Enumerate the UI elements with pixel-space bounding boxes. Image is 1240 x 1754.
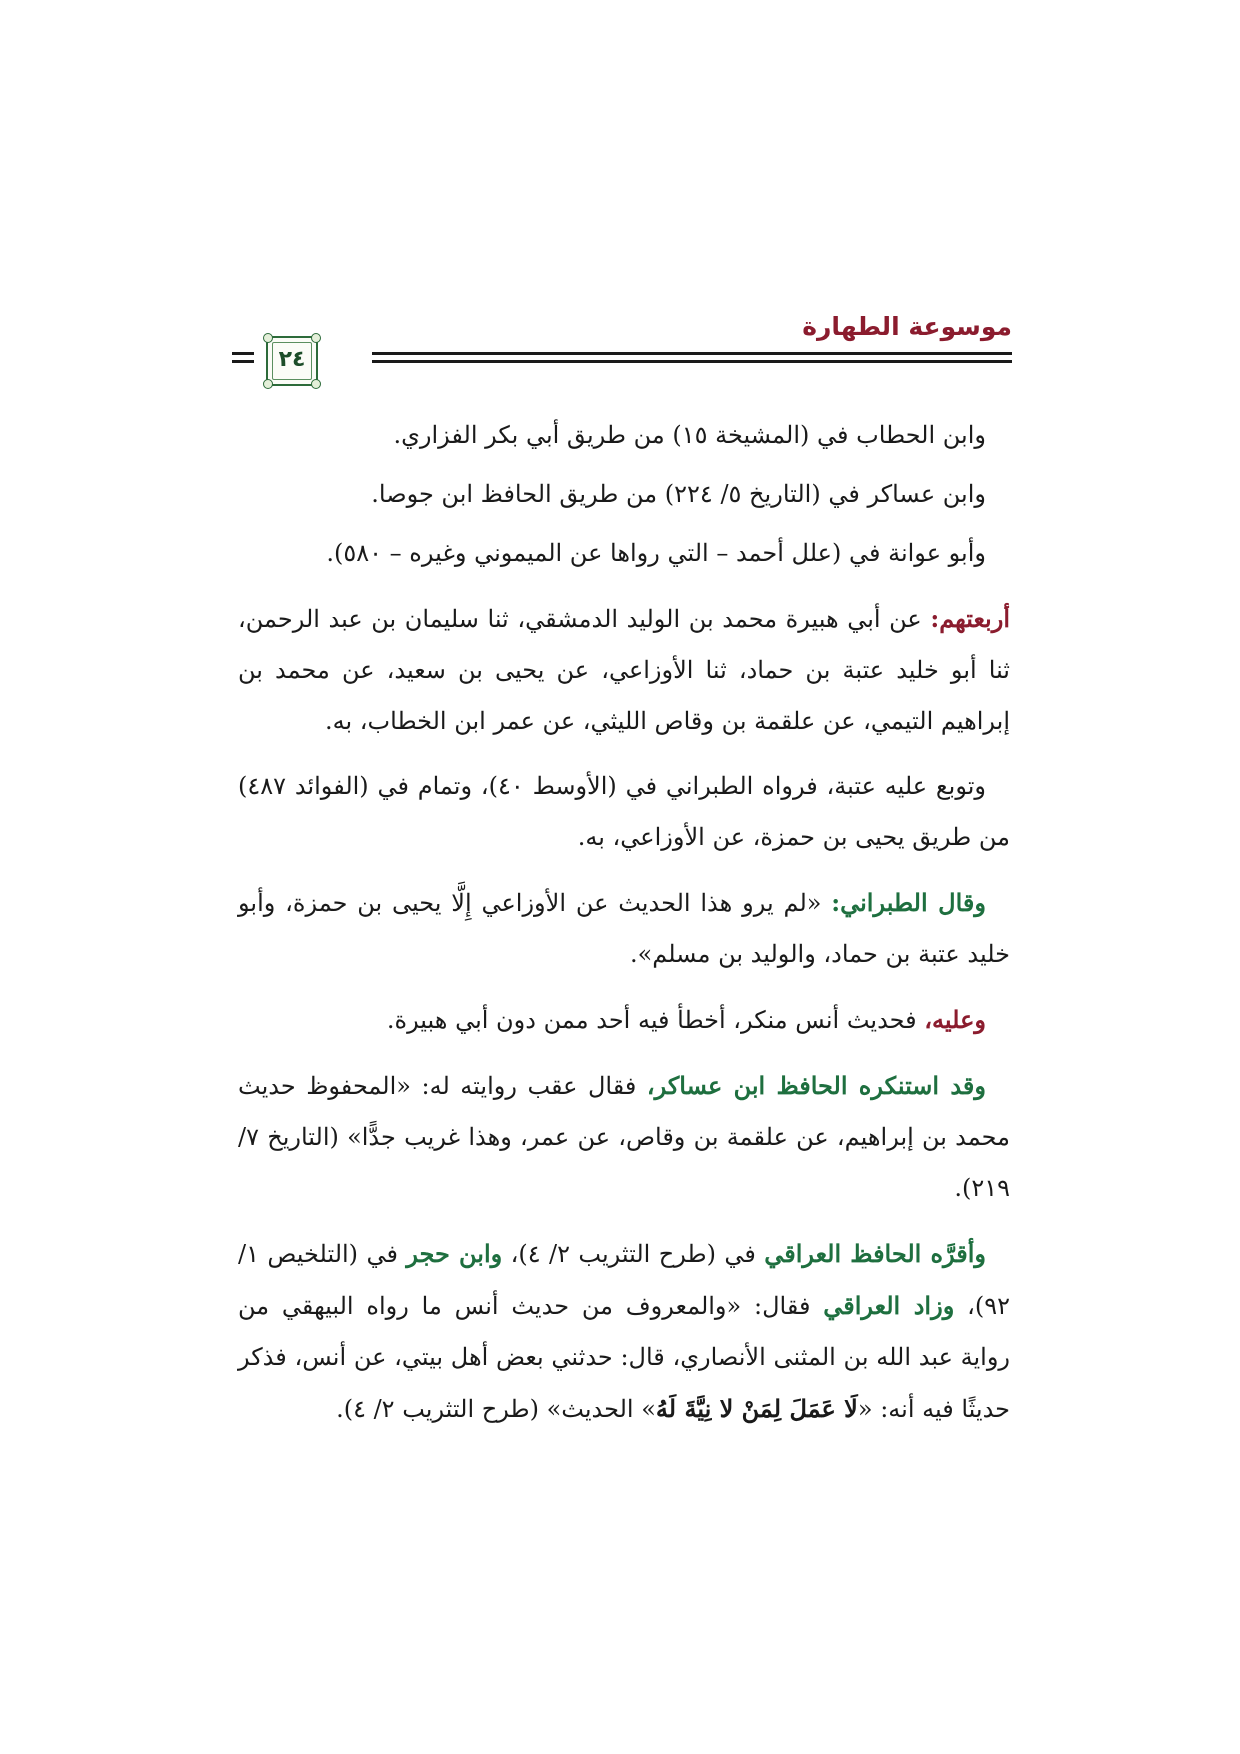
header-rule-bottom bbox=[372, 360, 1012, 363]
paragraph-arbaatuhum bbox=[238, 593, 1010, 747]
paragraph-text: فقال: «والمعروف من حديث أنس ما رواه البيهقي من رواية عبد الله بن المثنى الأنصاري، قال: حدثني بعض أهل بيتي، عن أنس، فذكر حديثًا فيه أنه: « bbox=[238, 1292, 1011, 1423]
paragraph-text: فحديث أنس منكر، أخطأ فيه أحد ممن دون أبي هبيرة. bbox=[386, 1006, 925, 1034]
page-number: ٢٤ bbox=[278, 347, 306, 372]
paragraph-text: في (التلخيص ١/ ٩٢)، bbox=[238, 1240, 1010, 1320]
paragraph-text: وابن الحطاب في (المشيخة ١٥) من طريق أبي بكر الفزاري. bbox=[393, 421, 986, 449]
corner-ornament-icon bbox=[311, 379, 321, 389]
header-rule-top bbox=[372, 352, 1012, 355]
paragraph-istankarahu bbox=[238, 1060, 1010, 1214]
header-rule-left-top bbox=[232, 352, 254, 355]
page-number-frame bbox=[266, 336, 318, 386]
paragraph-tabarani bbox=[238, 877, 1010, 980]
paragraph-text: وتوبع عليه عتبة، فرواه الطبراني في (الأوسط ٤٠)، وتمام في (الفوائد ٤٨٧) من طريق يحيى بن حمزة، عن الأوزاعي، به. bbox=[238, 772, 1010, 851]
page-header bbox=[232, 312, 1012, 392]
paragraph-lead: وعليه، bbox=[924, 1005, 986, 1034]
paragraph-text: «لم يرو هذا الحديث عن الأوزاعي إِلَّا يحيى بن حمزة، وأبو خليد عتبة بن حماد، والوليد بن مسلم». bbox=[238, 889, 1010, 968]
paragraph-tubia bbox=[238, 761, 1010, 863]
paragraph-lead-zada-aliraqi: وزاد العراقي bbox=[823, 1291, 955, 1320]
paragraph-lead: وأقرَّه الحافظ العراقي bbox=[764, 1239, 986, 1268]
paragraph-lead: وقد استنكره الحافظ ابن عساكر، bbox=[646, 1071, 986, 1100]
paragraph-abu-awana bbox=[238, 528, 1010, 579]
paragraph-text: وأبو عوانة في (علل أحمد – التي رواها عن الميموني وغيره – ٥٨٠). bbox=[326, 539, 986, 567]
paragraph-ibn-alhattab bbox=[238, 410, 1010, 461]
paragraph-lead: أربعتهم: bbox=[930, 604, 1010, 633]
paragraph-ibn-asakir bbox=[238, 469, 1010, 520]
paragraph-lead: وقال الطبراني: bbox=[831, 888, 986, 917]
paragraph-aqarrahu bbox=[238, 1228, 1010, 1435]
hadith-quote: لَا عَمَلَ لِمَنْ لا نِيَّةَ لَهُ bbox=[655, 1394, 858, 1423]
page-body bbox=[238, 410, 1010, 1449]
paragraph-text: في (طرح التثريب ٢/ ٤)، bbox=[502, 1240, 765, 1268]
paragraph-text: » الحديث» (طرح التثريب ٢/ ٤). bbox=[336, 1395, 656, 1423]
corner-ornament-icon bbox=[263, 333, 273, 343]
paragraph-lead-ibn-hajar: وابن حجر bbox=[406, 1239, 503, 1268]
paragraph-alaihi bbox=[238, 994, 1010, 1046]
corner-ornament-icon bbox=[263, 379, 273, 389]
corner-ornament-icon bbox=[311, 333, 321, 343]
paragraph-text: عن أبي هبيرة محمد بن الوليد الدمشقي، ثنا سليمان بن عبد الرحمن، ثنا أبو خليد عتبة بن حماد، ثنا الأوزاعي، عن يحيى بن سعيد، عن محمد بن إبراهيم التيمي، عن علقمة بن وقاص الليثي، عن عمر ابن الخطاب، به. bbox=[238, 605, 1010, 735]
book-title: موسوعة الطهارة bbox=[802, 312, 1012, 341]
paragraph-text: وابن عساكر في (التاريخ ٥/ ٢٢٤) من طريق الحافظ ابن جوصا. bbox=[371, 480, 986, 508]
paragraph-text: فقال عقب روايته له: «المحفوظ حديث محمد بن إبراهيم، عن علقمة بن وقاص، عن عمر، وهذا غريب جدًّا» (التاريخ ٧/ ٢١٩). bbox=[238, 1072, 1010, 1202]
header-rule-left-bottom bbox=[232, 360, 254, 363]
